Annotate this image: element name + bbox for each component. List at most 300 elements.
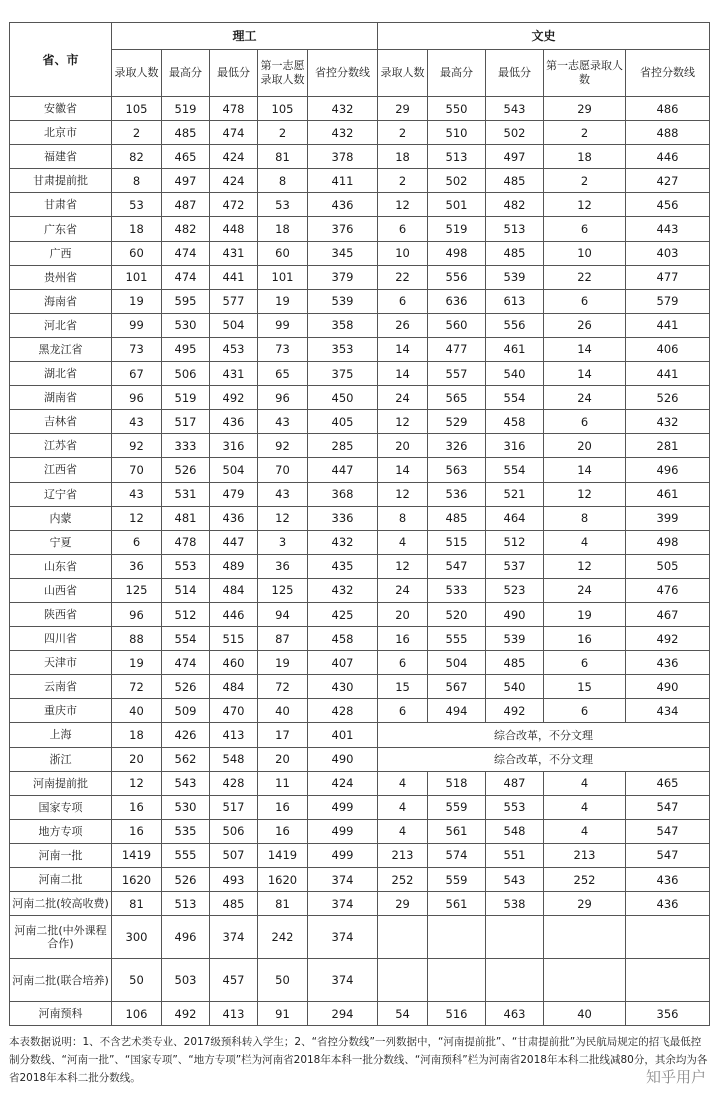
arts-cell: 6 (378, 217, 428, 241)
science-cell: 8 (258, 169, 308, 193)
province-cell: 湖北省 (10, 362, 112, 386)
arts-cell: 543 (486, 868, 544, 892)
province-cell: 内蒙 (10, 506, 112, 530)
arts-cell: 12 (378, 482, 428, 506)
science-cell: 53 (258, 193, 308, 217)
arts-cell: 488 (626, 121, 710, 145)
science-cell: 430 (308, 675, 378, 699)
arts-cell: 556 (486, 313, 544, 337)
arts-group-header: 文史 (378, 23, 710, 50)
arts-cell: 10 (544, 241, 626, 265)
arts-cell: 490 (626, 675, 710, 699)
science-cell: 6 (112, 530, 162, 554)
table-row (10, 627, 710, 651)
arts-cell: 512 (486, 530, 544, 554)
arts-cell (544, 959, 626, 1002)
arts-cell: 4 (378, 771, 428, 795)
science-cell: 73 (258, 337, 308, 361)
science-cell: 87 (258, 627, 308, 651)
arts-cell: 14 (544, 362, 626, 386)
arts-cell (544, 916, 626, 959)
science-cell: 70 (258, 458, 308, 482)
arts-cell: 4 (544, 530, 626, 554)
science-cell: 424 (308, 771, 378, 795)
arts-cell: 29 (544, 97, 626, 121)
arts-cell: 441 (626, 313, 710, 337)
science-cell: 1419 (112, 843, 162, 867)
table-row (10, 771, 710, 795)
science-cell: 19 (258, 289, 308, 313)
province-cell: 浙江 (10, 747, 112, 771)
science-cell: 1620 (258, 868, 308, 892)
province-cell: 甘肃省 (10, 193, 112, 217)
arts-cell: 2 (544, 169, 626, 193)
science-cell: 65 (258, 362, 308, 386)
science-cell: 490 (308, 747, 378, 771)
science-cell: 43 (258, 410, 308, 434)
science-cell: 517 (162, 410, 210, 434)
science-cell: 448 (210, 217, 258, 241)
table-row (10, 892, 710, 916)
arts-cell: 533 (428, 578, 486, 602)
arts-col-header: 录取人数 (378, 50, 428, 97)
science-col-header: 省控分数线 (308, 50, 378, 97)
science-cell: 507 (210, 843, 258, 867)
science-cell: 482 (162, 217, 210, 241)
table-row (10, 386, 710, 410)
table-row (10, 97, 710, 121)
arts-col-header: 省控分数线 (626, 50, 710, 97)
science-cell: 495 (162, 337, 210, 361)
science-cell: 526 (162, 458, 210, 482)
science-cell: 478 (162, 530, 210, 554)
science-cell: 460 (210, 651, 258, 675)
arts-cell: 505 (626, 554, 710, 578)
arts-cell: 441 (626, 362, 710, 386)
science-cell: 2 (112, 121, 162, 145)
table-row (10, 699, 710, 723)
science-cell: 485 (162, 121, 210, 145)
science-cell: 12 (112, 771, 162, 795)
science-cell: 50 (258, 959, 308, 1002)
science-cell: 447 (308, 458, 378, 482)
arts-cell: 613 (486, 289, 544, 313)
province-cell: 重庆市 (10, 699, 112, 723)
table-row (10, 145, 710, 169)
science-cell: 1419 (258, 843, 308, 867)
science-cell: 333 (162, 434, 210, 458)
science-cell: 555 (162, 843, 210, 867)
science-cell: 73 (112, 337, 162, 361)
science-cell: 105 (258, 97, 308, 121)
science-cell: 379 (308, 265, 378, 289)
science-cell: 474 (210, 121, 258, 145)
science-cell: 50 (112, 959, 162, 1002)
arts-cell: 547 (626, 819, 710, 843)
science-cell: 428 (210, 771, 258, 795)
arts-cell: 14 (378, 337, 428, 361)
science-cell: 531 (162, 482, 210, 506)
arts-cell: 463 (486, 1002, 544, 1026)
arts-cell: 518 (428, 771, 486, 795)
science-cell: 499 (308, 843, 378, 867)
science-cell: 16 (112, 795, 162, 819)
science-cell: 43 (112, 482, 162, 506)
science-cell: 436 (210, 410, 258, 434)
science-cell: 40 (112, 699, 162, 723)
science-cell: 91 (258, 1002, 308, 1026)
science-cell: 435 (308, 554, 378, 578)
science-cell: 457 (210, 959, 258, 1002)
province-cell: 甘肃提前批 (10, 169, 112, 193)
province-cell: 上海 (10, 723, 112, 747)
province-cell: 陕西省 (10, 602, 112, 626)
arts-cell: 10 (378, 241, 428, 265)
arts-cell: 6 (544, 289, 626, 313)
arts-cell: 252 (378, 868, 428, 892)
arts-cell: 399 (626, 506, 710, 530)
arts-cell: 12 (544, 554, 626, 578)
arts-cell: 461 (486, 337, 544, 361)
science-cell: 378 (308, 145, 378, 169)
science-cell: 81 (112, 892, 162, 916)
science-cell: 512 (162, 602, 210, 626)
science-cell: 497 (162, 169, 210, 193)
science-cell: 36 (112, 554, 162, 578)
arts-cell: 556 (428, 265, 486, 289)
arts-cell: 553 (486, 795, 544, 819)
science-cell: 11 (258, 771, 308, 795)
arts-cell: 252 (544, 868, 626, 892)
table-row (10, 337, 710, 361)
arts-cell: 567 (428, 675, 486, 699)
arts-cell: 20 (378, 434, 428, 458)
arts-col-header: 最高分 (428, 50, 486, 97)
province-cell: 国家专项 (10, 795, 112, 819)
arts-cell: 15 (378, 675, 428, 699)
province-cell: 四川省 (10, 627, 112, 651)
arts-cell: 446 (626, 145, 710, 169)
science-cell: 431 (210, 241, 258, 265)
arts-cell (626, 959, 710, 1002)
arts-cell: 559 (428, 868, 486, 892)
science-cell: 484 (210, 675, 258, 699)
arts-cell: 458 (486, 410, 544, 434)
science-cell: 436 (210, 506, 258, 530)
table-row (10, 723, 710, 747)
science-cell: 554 (162, 627, 210, 651)
arts-cell: 456 (626, 193, 710, 217)
arts-cell: 554 (486, 386, 544, 410)
science-cell: 432 (308, 121, 378, 145)
science-col-header: 第一志愿录取人数 (258, 50, 308, 97)
arts-cell: 515 (428, 530, 486, 554)
table-row (10, 916, 710, 959)
province-cell: 河南二批(较高收费) (10, 892, 112, 916)
table-row (10, 843, 710, 867)
science-cell: 413 (210, 1002, 258, 1026)
province-cell: 福建省 (10, 145, 112, 169)
science-cell: 504 (210, 313, 258, 337)
province-cell: 海南省 (10, 289, 112, 313)
arts-cell: 12 (544, 193, 626, 217)
arts-cell: 563 (428, 458, 486, 482)
science-cell: 492 (162, 1002, 210, 1026)
arts-cell (378, 959, 428, 1002)
arts-cell (626, 916, 710, 959)
arts-cell: 501 (428, 193, 486, 217)
arts-cell: 492 (486, 699, 544, 723)
arts-cell: 443 (626, 217, 710, 241)
table-row (10, 959, 710, 1002)
science-cell: 515 (210, 627, 258, 651)
science-cell: 436 (308, 193, 378, 217)
table-row (10, 362, 710, 386)
arts-cell: 557 (428, 362, 486, 386)
science-cell: 426 (162, 723, 210, 747)
science-cell: 424 (210, 145, 258, 169)
science-cell: 481 (162, 506, 210, 530)
science-group-header: 理工 (112, 23, 378, 50)
science-cell: 53 (112, 193, 162, 217)
arts-cell: 15 (544, 675, 626, 699)
arts-cell: 29 (378, 97, 428, 121)
science-cell: 485 (210, 892, 258, 916)
arts-cell: 6 (544, 410, 626, 434)
province-cell: 江苏省 (10, 434, 112, 458)
province-cell: 黑龙江省 (10, 337, 112, 361)
arts-cell: 487 (486, 771, 544, 795)
province-cell: 河南二批 (10, 868, 112, 892)
arts-cell: 476 (626, 578, 710, 602)
province-cell: 云南省 (10, 675, 112, 699)
science-cell: 458 (308, 627, 378, 651)
arts-cell: 554 (486, 458, 544, 482)
arts-cell: 519 (428, 217, 486, 241)
arts-cell: 26 (378, 313, 428, 337)
science-cell: 411 (308, 169, 378, 193)
science-cell: 470 (210, 699, 258, 723)
science-cell: 562 (162, 747, 210, 771)
arts-cell: 504 (428, 651, 486, 675)
arts-cell: 213 (378, 843, 428, 867)
science-cell: 358 (308, 313, 378, 337)
table-row (10, 651, 710, 675)
science-cell: 424 (210, 169, 258, 193)
arts-cell (428, 959, 486, 1002)
table-row (10, 217, 710, 241)
science-cell: 526 (162, 675, 210, 699)
province-cell: 吉林省 (10, 410, 112, 434)
science-cell: 242 (258, 916, 308, 959)
table-row (10, 506, 710, 530)
science-cell: 401 (308, 723, 378, 747)
province-cell: 安徽省 (10, 97, 112, 121)
arts-cell: 574 (428, 843, 486, 867)
arts-cell: 6 (378, 699, 428, 723)
science-cell: 19 (112, 289, 162, 313)
science-cell: 450 (308, 386, 378, 410)
science-cell: 96 (112, 386, 162, 410)
arts-cell: 465 (626, 771, 710, 795)
science-cell: 81 (258, 892, 308, 916)
science-cell: 503 (162, 959, 210, 1002)
arts-cell: 551 (486, 843, 544, 867)
province-cell: 辽宁省 (10, 482, 112, 506)
arts-cell: 26 (544, 313, 626, 337)
arts-cell: 4 (378, 795, 428, 819)
science-cell: 12 (112, 506, 162, 530)
arts-cell: 496 (626, 458, 710, 482)
science-cell: 96 (258, 386, 308, 410)
arts-cell: 22 (378, 265, 428, 289)
science-cell: 368 (308, 482, 378, 506)
province-cell: 天津市 (10, 651, 112, 675)
arts-cell: 560 (428, 313, 486, 337)
science-cell: 94 (258, 602, 308, 626)
arts-cell: 16 (544, 627, 626, 651)
science-cell: 432 (308, 97, 378, 121)
science-cell: 509 (162, 699, 210, 723)
science-cell: 514 (162, 578, 210, 602)
arts-cell: 547 (428, 554, 486, 578)
arts-cell: 436 (626, 892, 710, 916)
science-cell: 106 (112, 1002, 162, 1026)
table-row (10, 1002, 710, 1026)
science-cell: 465 (162, 145, 210, 169)
province-cell: 江西省 (10, 458, 112, 482)
science-cell: 405 (308, 410, 378, 434)
arts-cell: 538 (486, 892, 544, 916)
science-cell: 447 (210, 530, 258, 554)
arts-cell: 526 (626, 386, 710, 410)
arts-cell: 492 (626, 627, 710, 651)
arts-cell: 29 (544, 892, 626, 916)
science-cell: 125 (112, 578, 162, 602)
arts-cell: 485 (486, 241, 544, 265)
arts-cell: 540 (486, 675, 544, 699)
arts-cell: 540 (486, 362, 544, 386)
arts-cell: 24 (544, 386, 626, 410)
arts-cell: 547 (626, 795, 710, 819)
arts-cell: 432 (626, 410, 710, 434)
arts-cell: 22 (544, 265, 626, 289)
table-row (10, 554, 710, 578)
table-row (10, 602, 710, 626)
table-row (10, 410, 710, 434)
table-row (10, 747, 710, 771)
science-cell: 499 (308, 819, 378, 843)
science-cell: 553 (162, 554, 210, 578)
science-cell: 413 (210, 723, 258, 747)
science-cell: 474 (162, 651, 210, 675)
arts-cell: 6 (544, 651, 626, 675)
arts-cell: 461 (626, 482, 710, 506)
science-cell: 478 (210, 97, 258, 121)
science-cell: 431 (210, 362, 258, 386)
table-row (10, 578, 710, 602)
arts-cell: 4 (544, 795, 626, 819)
science-cell: 70 (112, 458, 162, 482)
science-cell: 16 (112, 819, 162, 843)
arts-cell: 12 (378, 193, 428, 217)
arts-cell: 521 (486, 482, 544, 506)
arts-cell: 4 (544, 819, 626, 843)
table-row (10, 458, 710, 482)
arts-cell: 6 (544, 217, 626, 241)
arts-cell: 12 (378, 554, 428, 578)
arts-cell: 14 (378, 458, 428, 482)
arts-cell (486, 959, 544, 1002)
arts-cell: 520 (428, 602, 486, 626)
science-cell: 492 (210, 386, 258, 410)
science-cell: 484 (210, 578, 258, 602)
science-cell: 526 (162, 868, 210, 892)
arts-cell: 326 (428, 434, 486, 458)
province-cell: 广西 (10, 241, 112, 265)
science-cell: 300 (112, 916, 162, 959)
science-cell: 519 (162, 386, 210, 410)
province-cell: 河南二批(中外课程合作) (10, 916, 112, 959)
arts-cell: 14 (544, 337, 626, 361)
science-cell: 517 (210, 795, 258, 819)
table-row (10, 530, 710, 554)
arts-cell: 543 (486, 97, 544, 121)
science-cell: 316 (210, 434, 258, 458)
admission-table-wrapper (9, 22, 709, 1026)
science-cell: 99 (258, 313, 308, 337)
science-cell: 19 (112, 651, 162, 675)
arts-cell: 523 (486, 578, 544, 602)
science-cell: 432 (308, 578, 378, 602)
table-row (10, 121, 710, 145)
science-cell: 101 (258, 265, 308, 289)
arts-cell: 8 (544, 506, 626, 530)
science-cell: 548 (210, 747, 258, 771)
province-header: 省、市 (10, 23, 112, 97)
science-cell: 474 (162, 265, 210, 289)
arts-cell: 486 (626, 97, 710, 121)
arts-cell: 477 (428, 337, 486, 361)
arts-cell: 547 (626, 843, 710, 867)
arts-cell: 436 (626, 651, 710, 675)
science-cell: 407 (308, 651, 378, 675)
arts-cell: 18 (378, 145, 428, 169)
arts-cell: 502 (486, 121, 544, 145)
arts-cell: 482 (486, 193, 544, 217)
arts-cell: 513 (486, 217, 544, 241)
science-cell: 543 (162, 771, 210, 795)
science-cell: 17 (258, 723, 308, 747)
province-cell: 河南预科 (10, 1002, 112, 1026)
science-cell: 294 (308, 1002, 378, 1026)
province-cell: 地方专项 (10, 819, 112, 843)
science-cell: 81 (258, 145, 308, 169)
science-cell: 20 (258, 747, 308, 771)
science-cell: 428 (308, 699, 378, 723)
science-col-header: 最高分 (162, 50, 210, 97)
arts-cell: 559 (428, 795, 486, 819)
science-cell: 18 (112, 723, 162, 747)
arts-cell: 316 (486, 434, 544, 458)
arts-cell: 20 (378, 602, 428, 626)
arts-cell: 497 (486, 145, 544, 169)
province-cell: 湖南省 (10, 386, 112, 410)
science-cell: 425 (308, 602, 378, 626)
table-row (10, 795, 710, 819)
science-cell: 474 (162, 241, 210, 265)
arts-merged-note: 综合改革，不分文理 (378, 723, 710, 747)
